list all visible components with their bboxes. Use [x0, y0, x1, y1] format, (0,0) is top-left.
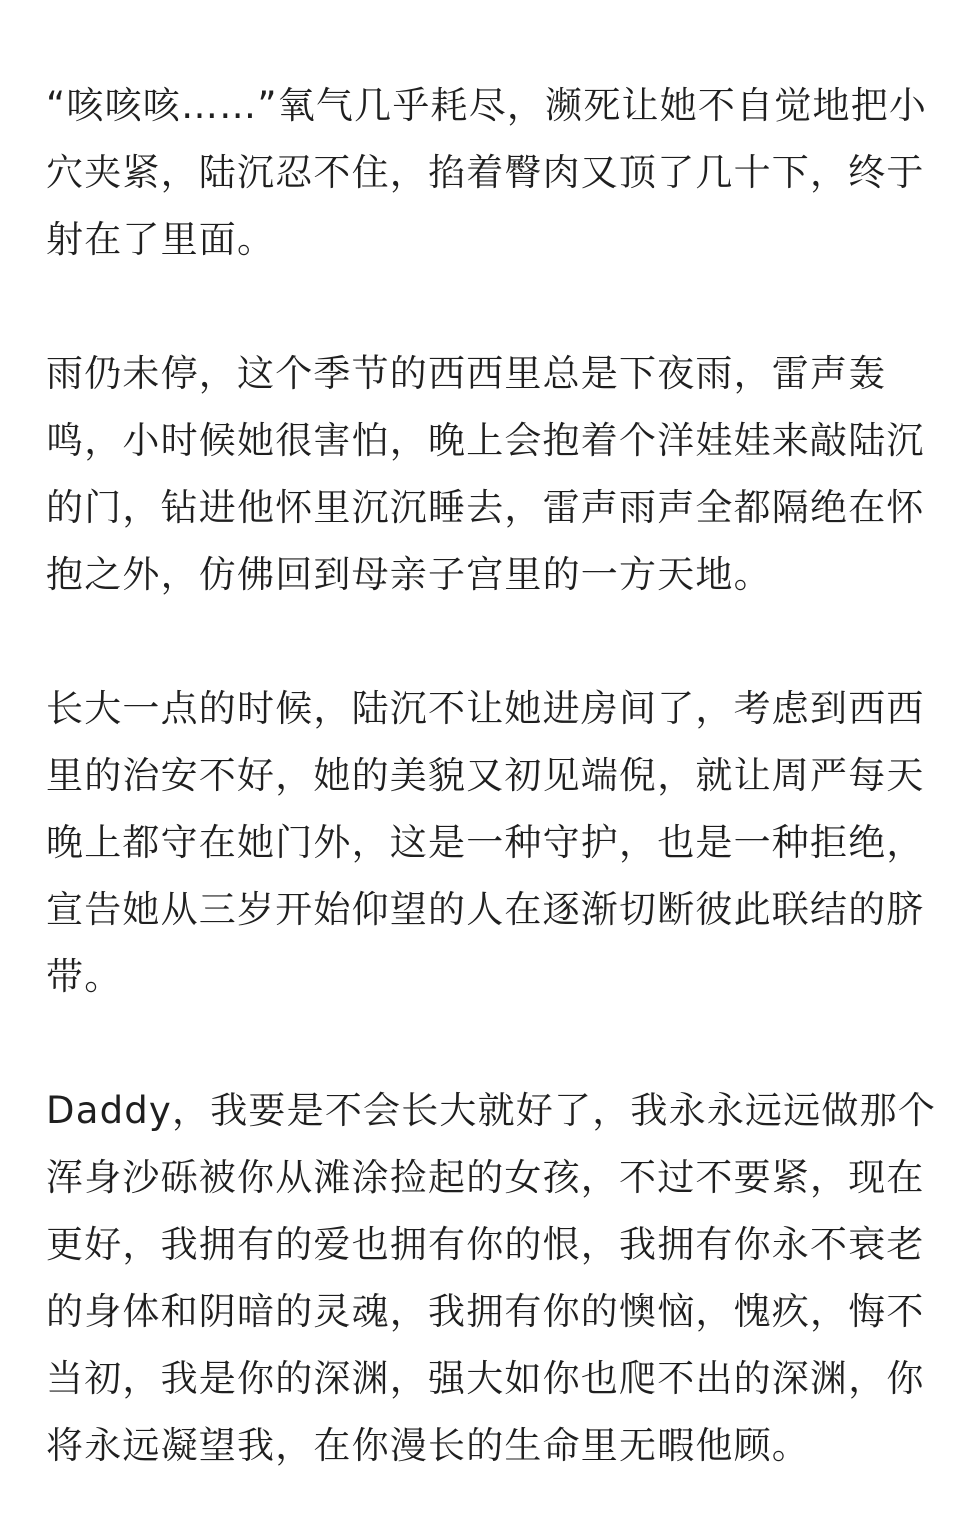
paragraph-4: Daddy，我要是不会长大就好了，我永永远远做那个浑身沙砾被你从滩涂捡起的女孩，不过不要紧，现在更好，我拥有的爱也拥有你的恨，我拥有你永不衰老的身体和阴暗的灵魂，我拥有你的懊恼，愧疚，悔不当初，我是你的深渊，强大如你也爬不出的深渊，你将永远凝望我，在你漫长的生命里无暇他顾。	[46, 1089, 937, 1467]
paragraph-3: 长大一点的时候，陆沉不让她进房间了，考虑到西西里的治安不好，她的美貌又初见端倪，就让周严每天晚上都守在她门外，这是一种守护，也是一种拒绝，宣告她从三岁开始仰望的人在逐渐切断彼此联结的脐带。	[46, 687, 925, 998]
paragraph-1: “咳咳咳……”氧气几乎耗尽，濒死让她不自觉地把小穴夹紧，陆沉忍不住，掐着臀肉又顶了几十下，终于射在了里面。	[46, 84, 928, 261]
paragraph-2: 雨仍未停，这个季节的西西里总是下夜雨，雷声轰鸣，小时候她很害怕，晚上会抱着个洋娃娃来敲陆沉的门，钻进他怀里沉沉睡去，雷声雨声全都隔绝在怀抱之外，仿佛回到母亲子宫里的一方天地。	[46, 352, 925, 596]
article-body	[46, 72, 952, 1479]
